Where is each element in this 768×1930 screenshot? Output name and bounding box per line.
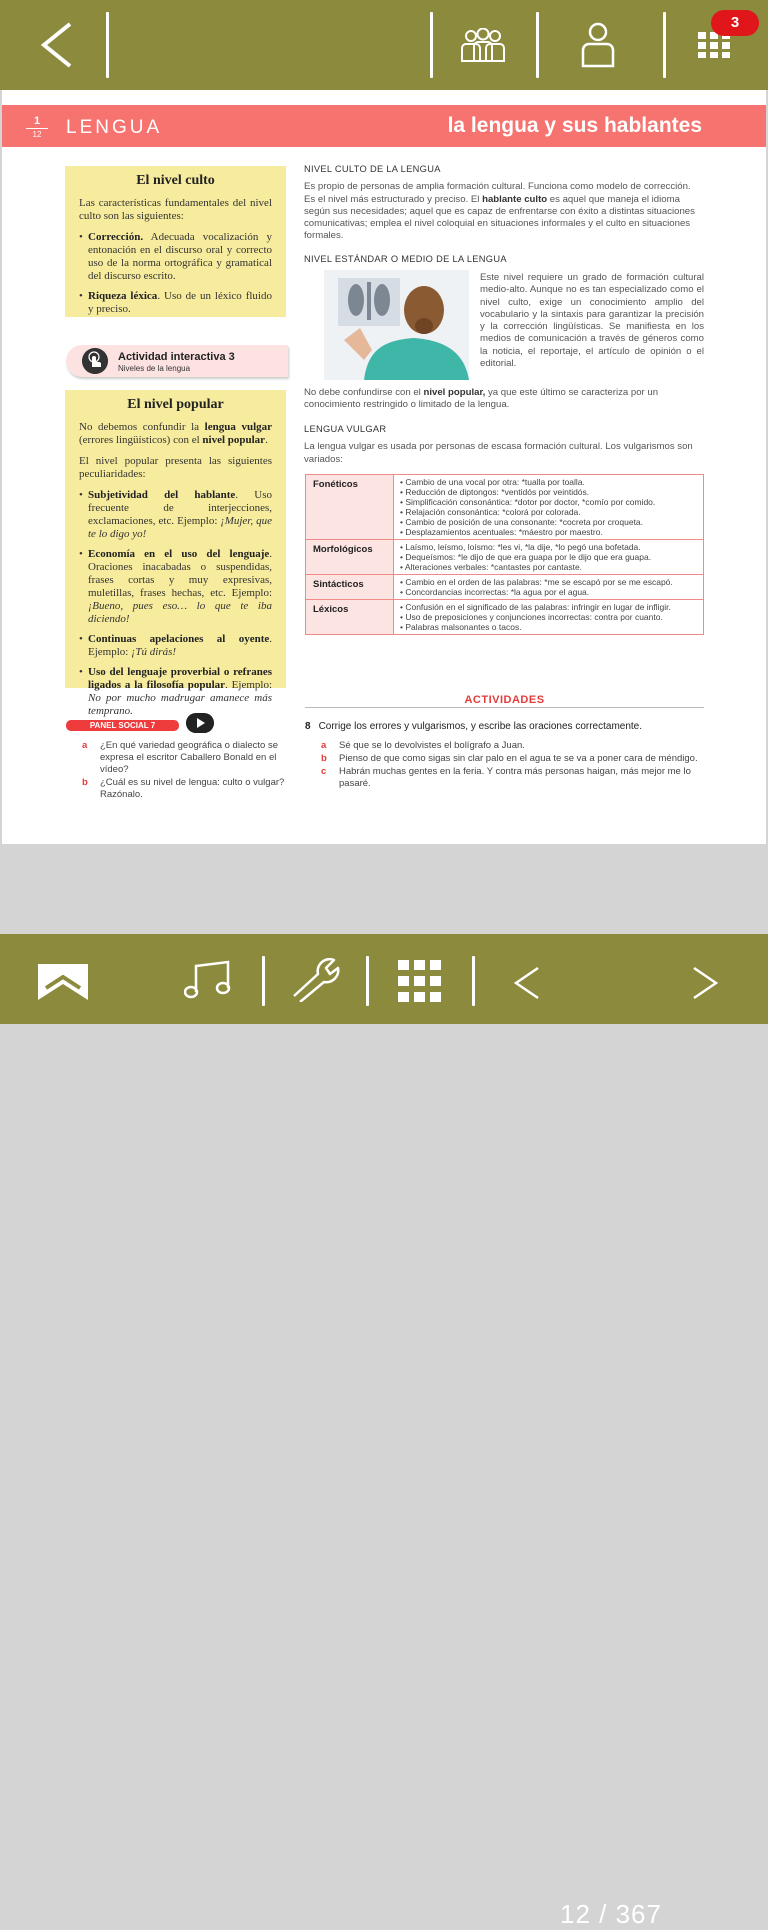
question-items xyxy=(321,740,705,791)
vulgar-section xyxy=(304,423,704,466)
chapter-title: la lengua y sus hablantes xyxy=(447,114,702,137)
list-item: b ¿Cuál es su nivel de lengua: culto o vulgar? Razónalo. xyxy=(82,777,285,800)
list-item: • Riqueza léxica. Uso de un léxico fluido y preciso. xyxy=(79,290,272,316)
notification-badge[interactable]: 3 xyxy=(711,10,759,36)
table-row xyxy=(306,600,704,635)
divider xyxy=(106,12,109,78)
culto-section xyxy=(304,163,704,243)
section-heading: LENGUA VULGAR xyxy=(304,424,387,434)
question-8: 8 Corrige los errores y vulgarismos, y escribe las oraciones correctamente. xyxy=(305,721,643,732)
unit-total: 12 xyxy=(32,130,42,139)
divider xyxy=(305,707,704,708)
wrench-icon[interactable] xyxy=(290,956,344,1002)
list-item: b Pienso de que como sigas sin clar palo en el agua te se va a poner cara de méndigo. xyxy=(321,753,698,764)
list-item: a Sé que se lo devolvistes el bolígrafo a Juan. xyxy=(321,740,525,751)
bookmark-icon[interactable] xyxy=(36,962,90,1002)
table-category: Fonéticos xyxy=(306,475,394,540)
list-item: • Corrección. Adecuada vocalización y entonación en el discurso oral y correcto uso de la norma ortográfica y gramatical del discurso escrito. xyxy=(79,231,272,283)
table-cell: • Laísmo, leísmo, loísmo: *les vi, *la dije, *lo pegó una bofetada. • Dequeísmos: *le dijo de que era guapa por le dijo que era guapa. • Alteraciones verbales: *cantastes por cantaste. xyxy=(394,540,704,575)
unit-current: 1 xyxy=(33,115,41,127)
box-intro: Las características fundamentales del nivel culto son las siguientes: xyxy=(79,197,272,222)
divider xyxy=(472,956,475,1006)
box-intro-2: El nivel popular presenta las siguientes peculiaridades: xyxy=(79,455,272,480)
list-item: a ¿En qué variedad geográfica o dialecto se expresa el escritor Caballero Bonald en el vídeo? xyxy=(82,740,278,775)
estandar-section xyxy=(304,253,704,265)
group-icon[interactable] xyxy=(459,28,507,64)
nivel-culto-box xyxy=(65,166,286,317)
box-title: El nivel popular xyxy=(127,397,224,412)
activities-heading: ACTIVIDADES xyxy=(464,694,545,706)
divider xyxy=(366,956,369,1006)
activity-subtitle: Niveles de la lengua xyxy=(118,364,191,373)
table-row xyxy=(306,540,704,575)
divider xyxy=(430,12,433,78)
list-item: • Continuas apelaciones al oyente. Ejemplo: ¡Tú dirás! xyxy=(79,633,272,659)
list-item: c Habrán muchas gentes en la feria. Y contra más personas haigan, más mejor me lo pasaré. xyxy=(321,766,691,789)
apps-grid-icon[interactable] xyxy=(398,960,442,1002)
list-item: • Economía en el uso del lenguaje. Oraciones inacabadas o suspendidas, frases cortas y muy expresivas, muletillas, frases hechas, etc. Ejemplo: ¡Bueno, pues eso… lo que te iba diciendo! xyxy=(79,548,272,626)
panel-questions xyxy=(82,740,288,802)
box-intro: No debemos confundir la lengua vulgar (errores lingüísticos) con el nivel popular. xyxy=(79,421,273,446)
box-title: El nivel culto xyxy=(136,173,215,188)
section-text: La lengua vulgar es usada por personas de escasa formación cultural. Los vulgarismos son variados: xyxy=(304,441,693,465)
nivel-popular-box xyxy=(65,390,286,717)
activity-title: Actividad interactiva 3 xyxy=(118,351,235,363)
table-category: Sintácticos xyxy=(306,575,394,600)
subject-title: LENGUA xyxy=(66,117,163,138)
play-icon[interactable] xyxy=(186,713,214,733)
panel-social-label: PANEL SOCIAL 7 xyxy=(66,720,179,731)
book-page xyxy=(2,90,766,844)
user-icon[interactable] xyxy=(580,22,616,68)
section-heading: NIVEL ESTÁNDAR O MEDIO DE LA LENGUA xyxy=(304,254,507,264)
estandar-text: Este nivel requiere un grado de formación cultural medio-alto. Aunque no es tan especializado como el nivel culto, exige un conocimiento amplio del vocabulario y la sintaxis para garantizar la precisión y la corrección lingüísticas. Se manifiesta en los medios de comunicación a través de géneros como la noticia, el reportaje, el artículo de opinión o el editorial. xyxy=(480,272,704,370)
table-cell: • Cambio en el orden de las palabras: *me se escapó por se me escapó. • Concordancias incorrectas: *la agua por el agua. xyxy=(394,575,704,600)
back-chevron-icon[interactable] xyxy=(36,20,76,70)
vulgarisms-table xyxy=(305,474,704,635)
prev-page-icon[interactable] xyxy=(512,966,542,1000)
table-row xyxy=(306,475,704,540)
divider xyxy=(262,956,265,1006)
table-cell: • Confusión en el significado de las palabras: infringir en lugar de infligir. • Uso de preposiciones y conjunciones incorrectas: contra por cuanto. • Palabras malsonantes o tacos. xyxy=(394,600,704,635)
next-page-icon[interactable] xyxy=(690,966,720,1000)
table-cell: • Cambio de una vocal por otra: *tualla por toalla. • Reducción de diptongos: *ventidós por veintidós. • Simplificación consonántica: *dotor por doctor, *comío por comido. • Relajación consonántica: *colorá por colorada. • Cambio de posición de una consonante: *cocreta por croqueta. • Desplazamientos acentuales: *máestro por maestro. xyxy=(394,475,704,540)
divider xyxy=(536,12,539,78)
table-category: Léxicos xyxy=(306,600,394,635)
touch-icon xyxy=(82,348,108,374)
interactive-activity-button[interactable] xyxy=(66,345,288,377)
top-toolbar xyxy=(0,0,768,90)
section-text: Es propio de personas de amplia formación cultural. Funciona como modelo de corrección. Es el nivel más estructurado y preciso. El hablante culto es aquel que maneja el idioma según sus necesidades; aquel que es capaz de enfrentarse con éxito a distintas situaciones comunicativas; emplea el nivel coloquial en situaciones informales y el culto en situaciones formales. xyxy=(304,181,695,242)
estandar-note: No debe confundirse con el nivel popular, ya que este último se caracteriza por un conocimiento restringido o limitado de la lengua. xyxy=(304,387,659,411)
page-indicator[interactable]: 12 / 367 xyxy=(560,1899,662,1929)
list-item: • Subjetividad del hablante. Uso frecuente de interjecciones, exclamaciones, etc. Ejemplo: ¡Mujer, que te lo digo yo! xyxy=(79,489,272,541)
unit-number xyxy=(26,116,48,139)
divider xyxy=(663,12,666,78)
music-note-icon[interactable] xyxy=(184,960,234,1000)
list-item: • Uso del lenguaje proverbial o refranes ligados a la filosofía popular. Ejemplo: No por mucho madrugar amanece más temprano. xyxy=(79,666,272,718)
table-category: Morfológicos xyxy=(306,540,394,575)
table-row xyxy=(306,575,704,600)
section-heading: NIVEL CULTO DE LA LENGUA xyxy=(304,164,441,174)
bottom-toolbar xyxy=(0,934,768,1929)
doctor-xray-photo xyxy=(324,270,469,380)
